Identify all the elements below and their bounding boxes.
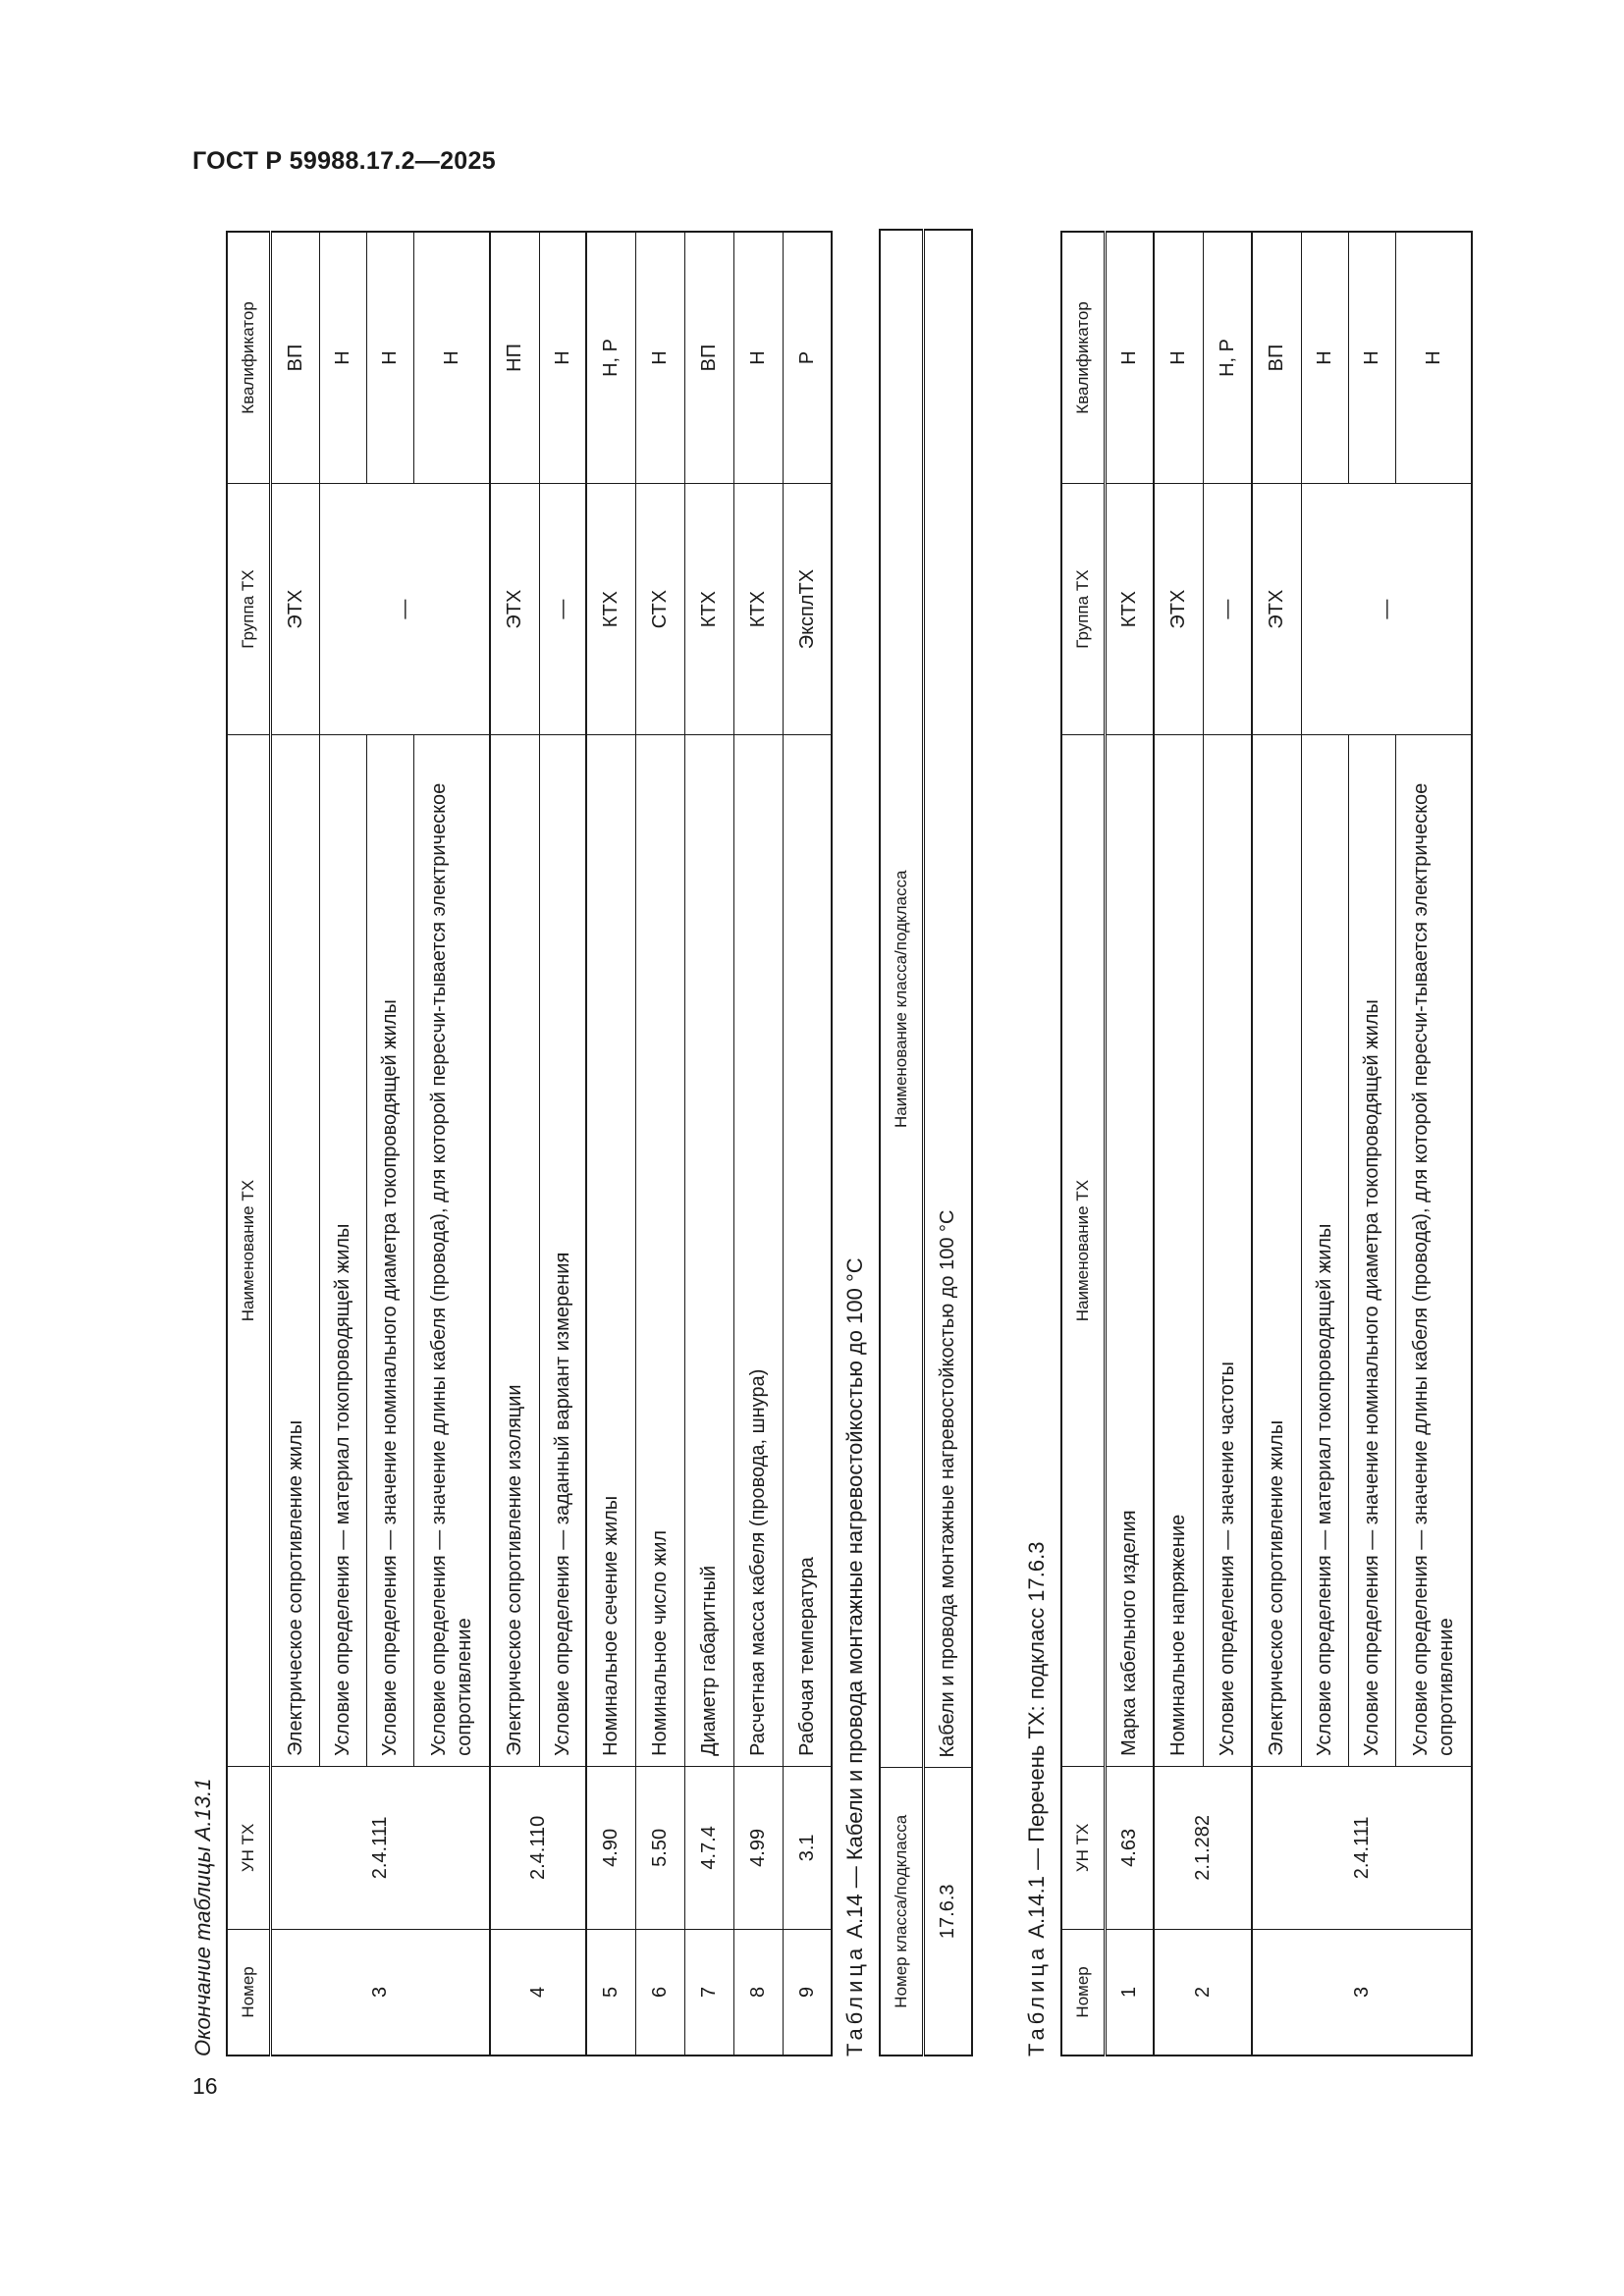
table-row <box>783 232 832 2056</box>
cell-group: — <box>319 483 490 734</box>
caption-text: А.14.1 — Перечень ТХ: подкласс 17.6.3 <box>1024 1541 1049 1945</box>
cell-un: 4.63 <box>1105 1766 1154 1929</box>
cell-group: — <box>539 483 586 734</box>
cell-un: 3.1 <box>783 1766 832 1929</box>
cell-name: Номинальное напряжение <box>1154 735 1203 1767</box>
cell-qualifier: Н, Р <box>586 232 635 483</box>
cell-group: ЭТХ <box>1252 483 1301 734</box>
cell-un: 5.50 <box>635 1766 684 1929</box>
document-header: ГОСТ Р 59988.17.2—2025 <box>192 147 496 175</box>
cell-name: Условие определения — материал токопроводящей жилы <box>319 735 366 1767</box>
table2-caption <box>844 1257 866 2056</box>
cell-qualifier: НП <box>490 232 539 483</box>
cell-group: ЭксплТХ <box>783 483 832 734</box>
cell-qualifier: ВП <box>270 232 319 483</box>
cell-name: Условие определения — значение длины кабеля (провода), для которой пересчи-тывается электрическое сопротивление <box>1395 735 1472 1767</box>
cell-group: СТХ <box>635 483 684 734</box>
caption-text: А.14 — Кабели и провода монтажные нагревостойкостью до 100 °С <box>842 1257 867 1945</box>
cell-group: КТХ <box>1105 483 1154 734</box>
cell-qualifier: ВП <box>1252 232 1301 483</box>
cell-qualifier: Н <box>1105 232 1154 483</box>
cell-name: Условие определения — значение номинального диаметра токопроводящей жилы <box>366 735 413 1767</box>
col-header-name: Наименование ТХ <box>227 735 270 1767</box>
cell-qualifier: ВП <box>684 232 733 483</box>
cell-group: КТХ <box>586 483 635 734</box>
cell-number: 1 <box>1105 1929 1154 2056</box>
cell-qualifier: Н <box>1154 232 1203 483</box>
table-row <box>733 232 783 2056</box>
cell-class-name: Кабели и провода монтажные нагревостойкостью до 100 °С <box>923 230 972 1768</box>
cell-qualifier: Н <box>366 232 413 483</box>
cell-name: Условие определения — заданный вариант измерения <box>539 735 586 1767</box>
cell-group: КТХ <box>684 483 733 734</box>
table-a14-class <box>879 229 973 2056</box>
table-a13-1-continuation <box>226 231 833 2056</box>
cell-number: 9 <box>783 1929 832 2056</box>
table-a14-1-list <box>1060 231 1473 2056</box>
table-row <box>1252 232 1301 2056</box>
cell-number: 4 <box>490 1929 586 2056</box>
table-row <box>490 232 539 2056</box>
table-row <box>1154 232 1203 2056</box>
cell-name: Номинальное сечение жилы <box>586 735 635 1767</box>
cell-number: 5 <box>586 1929 635 2056</box>
rotated-content <box>187 231 1551 2056</box>
cell-class-number: 17.6.3 <box>923 1768 972 2056</box>
col-header-class-number: Номер класса/подкласса <box>880 1768 923 2056</box>
col-header-qualifier: Квалификатор <box>1061 232 1105 483</box>
cell-name: Марка кабельного изделия <box>1105 735 1154 1767</box>
table-row <box>270 232 319 2056</box>
caption-prefix: Таблица <box>1024 1944 1049 2056</box>
cell-qualifier: Р <box>783 232 832 483</box>
cell-group: ЭТХ <box>490 483 539 734</box>
cell-un: 2.4.110 <box>490 1766 586 1929</box>
cell-name: Условие определения — значение номинального диаметра токопроводящей жилы <box>1348 735 1395 1767</box>
cell-number: 8 <box>733 1929 783 2056</box>
table-row <box>923 230 972 2056</box>
cell-name: Условие определения — значение частоты <box>1203 735 1252 1767</box>
cell-name: Условие определения — значение длины кабеля (провода), для которой пересчи-тывается электрическое сопротивление <box>413 735 490 1767</box>
cell-qualifier: Н <box>733 232 783 483</box>
cell-name: Номинальное число жил <box>635 735 684 1767</box>
cell-qualifier: Н <box>1348 232 1395 483</box>
caption-prefix: Таблица <box>842 1944 867 2056</box>
cell-un: 2.1.282 <box>1154 1766 1252 1929</box>
cell-qualifier: Н <box>1301 232 1348 483</box>
table-row <box>1105 232 1154 2056</box>
cell-un: 4.90 <box>586 1766 635 1929</box>
col-header-number: Номер <box>227 1929 270 2056</box>
cell-qualifier: Н <box>1395 232 1472 483</box>
cell-number: 6 <box>635 1929 684 2056</box>
table1-caption: Окончание таблицы А.13.1 <box>190 1778 215 2056</box>
cell-qualifier: Н <box>413 232 490 483</box>
col-header-un: УН ТХ <box>227 1766 270 1929</box>
cell-name: Диаметр габаритный <box>684 735 733 1767</box>
page-number: 16 <box>192 2073 218 2099</box>
cell-group: КТХ <box>733 483 783 734</box>
table-row <box>635 232 684 2056</box>
cell-group: ЭТХ <box>1154 483 1203 734</box>
cell-group: ЭТХ <box>270 483 319 734</box>
col-header-number: Номер <box>1061 1929 1105 2056</box>
col-header-un: УН ТХ <box>1061 1766 1105 1929</box>
cell-number: 3 <box>1252 1929 1472 2056</box>
cell-group: — <box>1203 483 1252 734</box>
table-row <box>586 232 635 2056</box>
col-header-qualifier: Квалификатор <box>227 232 270 483</box>
cell-un: 4.7.4 <box>684 1766 733 1929</box>
table-row <box>684 232 733 2056</box>
cell-name: Электрическое сопротивление жилы <box>270 735 319 1767</box>
cell-name: Рабочая температура <box>783 735 832 1767</box>
cell-qualifier: Н <box>635 232 684 483</box>
cell-name: Электрическое сопротивление жилы <box>1252 735 1301 1767</box>
cell-un: 2.4.111 <box>1252 1766 1472 1929</box>
col-header-class-name: Наименование класса/подкласса <box>880 230 923 1768</box>
cell-number: 7 <box>684 1929 733 2056</box>
cell-qualifier: Н <box>319 232 366 483</box>
col-header-name: Наименование ТХ <box>1061 735 1105 1767</box>
col-header-group: Группа ТХ <box>1061 483 1105 734</box>
cell-name: Условие определения — материал токопроводящей жилы <box>1301 735 1348 1767</box>
table3-caption <box>1026 1542 1048 2056</box>
cell-number: 3 <box>270 1929 490 2056</box>
cell-qualifier: Н <box>539 232 586 483</box>
cell-qualifier: Н, Р <box>1203 232 1252 483</box>
cell-name: Расчетная масса кабеля (провода, шнура) <box>733 735 783 1767</box>
col-header-group: Группа ТХ <box>227 483 270 734</box>
cell-number: 2 <box>1154 1929 1252 2056</box>
cell-un: 4.99 <box>733 1766 783 1929</box>
cell-un: 2.4.111 <box>270 1766 490 1929</box>
cell-name: Электрическое сопротивление изоляции <box>490 735 539 1767</box>
cell-group: — <box>1301 483 1472 734</box>
